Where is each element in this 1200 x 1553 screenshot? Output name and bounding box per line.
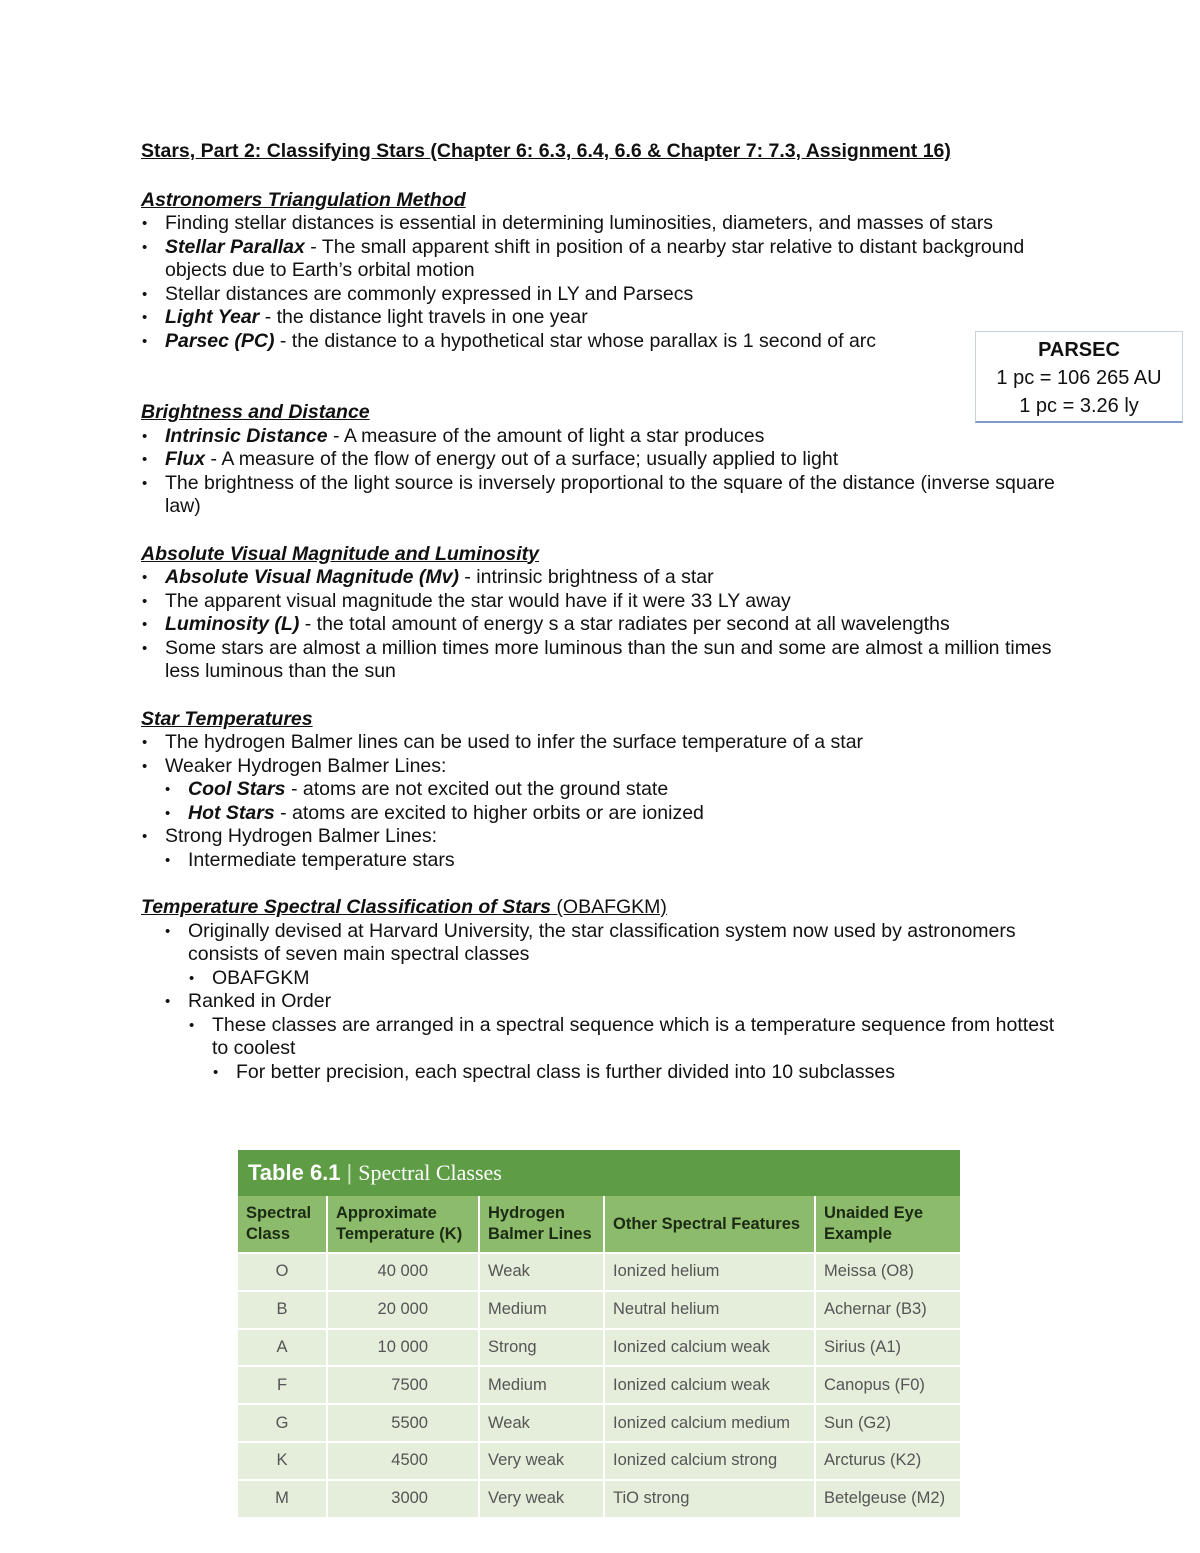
table-row — [238, 1366, 960, 1404]
section-heading-spectral: Temperature Spectral Classification of Stars (OBAFGKM) — [141, 896, 667, 918]
table-header-row — [238, 1196, 960, 1253]
term-stellar-parallax: Stellar Parallax — [165, 235, 305, 258]
list-item: • Some stars are almost a million times more luminous than the sun and some are almost a million times less luminous than the sun — [141, 637, 1061, 684]
section-heading-temperatures: Star Temperatures — [141, 707, 313, 730]
triangulation-list — [141, 212, 1061, 353]
column-header: Approximate Temperature (K) — [327, 1196, 479, 1253]
section-heading-triangulation: Astronomers Triangulation Method — [141, 188, 466, 211]
parsec-box-line: 1 pc = 106 265 AU — [996, 367, 1162, 389]
list-item: • The apparent visual magnitude the star would have if it were 33 LY away — [141, 590, 1061, 614]
table-cell: Ionized calcium medium — [604, 1404, 815, 1442]
list-item: • Stellar Parallax - The small apparent shift in position of a nearby star relative to distant background objects due to Earth’s orbital motion — [141, 236, 1061, 283]
list-item: • Cool Stars - atoms are not excited out the ground state — [141, 778, 1061, 802]
magnitude-list — [141, 566, 1061, 684]
list-item: • Absolute Visual Magnitude (Mv) - intrinsic brightness of a star — [141, 566, 1061, 590]
column-header: Hydrogen Balmer Lines — [479, 1196, 604, 1253]
table-cell: Achernar (B3) — [815, 1291, 960, 1329]
column-header: Unaided Eye Example — [815, 1196, 960, 1253]
term-absolute-visual-magnitude: Absolute Visual Magnitude (Mv) — [165, 566, 459, 588]
table-cell: 7500 — [327, 1366, 479, 1404]
list-item: • These classes are arranged in a spectral sequence which is a temperature sequence from hottest to coolest — [141, 1014, 1061, 1061]
table-cell: Medium — [479, 1291, 604, 1329]
list-item: • The hydrogen Balmer lines can be used to infer the surface temperature of a star — [141, 731, 1061, 755]
table-cell: Ionized helium — [604, 1253, 815, 1291]
table-grid — [238, 1196, 960, 1517]
table-cell: 10 000 — [327, 1329, 479, 1367]
table-cell: B — [238, 1291, 327, 1329]
table-cell: A — [238, 1329, 327, 1367]
term-parsec: Parsec (PC) — [165, 329, 275, 352]
table-cell: Neutral helium — [604, 1291, 815, 1329]
table-number: Table 6.1 — [248, 1160, 341, 1185]
table-cell: F — [238, 1366, 327, 1404]
table-row — [238, 1291, 960, 1329]
table-cell: Sun (G2) — [815, 1404, 960, 1442]
page-title: Stars, Part 2: Classifying Stars (Chapter 6: 6.3, 6.4, 6.6 & Chapter 7: 7.3, Assignment 16) — [141, 140, 951, 162]
table-row — [238, 1329, 960, 1367]
list-item: • Hot Stars - atoms are excited to higher orbits or are ionized — [141, 802, 1061, 826]
list-item: • For better precision, each spectral class is further divided into 10 subclasses — [141, 1061, 1061, 1085]
list-item: • Strong Hydrogen Balmer Lines: — [141, 825, 1061, 849]
list-item: • Flux - A measure of the flow of energy out of a surface; usually applied to light — [141, 448, 1061, 472]
list-item: • Originally devised at Harvard University, the star classification system now used by astronomers consists of seven main spectral classes — [141, 920, 1061, 967]
table-cell: Betelgeuse (M2) — [815, 1480, 960, 1517]
list-item: • Weaker Hydrogen Balmer Lines: — [141, 755, 1061, 779]
list-item: • Intermediate temperature stars — [141, 849, 1061, 873]
table-cell: 20 000 — [327, 1291, 479, 1329]
list-item: • Finding stellar distances is essential in determining luminosities, diameters, and masses of stars — [141, 212, 1061, 236]
list-item: • Light Year - the distance light travels in one year — [141, 306, 1061, 330]
list-item: • The brightness of the light source is inversely proportional to the square of the distance (inverse square law) — [141, 472, 1061, 519]
list-item: • Stellar distances are commonly expressed in LY and Parsecs — [141, 283, 1061, 307]
table-cell: O — [238, 1253, 327, 1291]
list-item: • OBAFGKM — [141, 967, 1061, 991]
table-cell: Meissa (O8) — [815, 1253, 960, 1291]
column-header: Other Spectral Features — [604, 1196, 815, 1253]
table-cell: 40 000 — [327, 1253, 479, 1291]
list-item: • Ranked in Order — [141, 990, 1061, 1014]
table-row — [238, 1442, 960, 1480]
table-cell: Weak — [479, 1253, 604, 1291]
brightness-list — [141, 425, 1061, 519]
table-cell: Ionized calcium weak — [604, 1366, 815, 1404]
table-cell: Arcturus (K2) — [815, 1442, 960, 1480]
table-row — [238, 1253, 960, 1291]
table-row — [238, 1404, 960, 1442]
column-header: Spectral Class — [238, 1196, 327, 1253]
term-cool-stars: Cool Stars — [188, 778, 286, 800]
table-caption — [238, 1150, 960, 1196]
table-title: Spectral Classes — [358, 1160, 502, 1185]
table-cell: Very weak — [479, 1442, 604, 1480]
table-cell: K — [238, 1442, 327, 1480]
temperatures-list — [141, 731, 1061, 872]
section-heading-brightness: Brightness and Distance — [141, 401, 370, 423]
parsec-box-heading: PARSEC — [1038, 339, 1120, 361]
term-luminosity: Luminosity (L) — [165, 613, 300, 635]
caption-separator: | — [346, 1160, 353, 1185]
list-item: • Luminosity (L) - the total amount of energy s a star radiates per second at all wavelengths — [141, 613, 1061, 637]
document-body — [141, 140, 1061, 1084]
table-cell: Weak — [479, 1404, 604, 1442]
term-light-year: Light Year — [165, 306, 260, 328]
table-cell: TiO strong — [604, 1480, 815, 1517]
term-hot-stars: Hot Stars — [188, 801, 275, 824]
table-cell: Canopus (F0) — [815, 1366, 960, 1404]
table-cell: Very weak — [479, 1480, 604, 1517]
table-cell: 5500 — [327, 1404, 479, 1442]
parsec-callout-box — [975, 331, 1183, 423]
spectral-list — [141, 920, 1061, 1085]
list-item: • Intrinsic Distance - A measure of the amount of light a star produces — [141, 425, 1061, 449]
table-cell: Ionized calcium weak — [604, 1329, 815, 1367]
table-cell: 4500 — [327, 1442, 479, 1480]
table-cell: Medium — [479, 1366, 604, 1404]
table-cell: M — [238, 1480, 327, 1517]
table-cell: Ionized calcium strong — [604, 1442, 815, 1480]
table-cell: Strong — [479, 1329, 604, 1367]
spectral-classes-table — [238, 1150, 960, 1508]
section-heading-magnitude: Absolute Visual Magnitude and Luminosity — [141, 542, 539, 565]
term-intrinsic-distance: Intrinsic Distance — [165, 424, 328, 447]
term-flux: Flux — [165, 448, 206, 470]
table-cell: G — [238, 1404, 327, 1442]
list-item: • Parsec (PC) - the distance to a hypothetical star whose parallax is 1 second of arc — [141, 330, 1061, 354]
table-row — [238, 1480, 960, 1517]
table-cell: Sirius (A1) — [815, 1329, 960, 1367]
table-cell: 3000 — [327, 1480, 479, 1517]
parsec-box-line: 1 pc = 3.26 ly — [1019, 395, 1139, 417]
